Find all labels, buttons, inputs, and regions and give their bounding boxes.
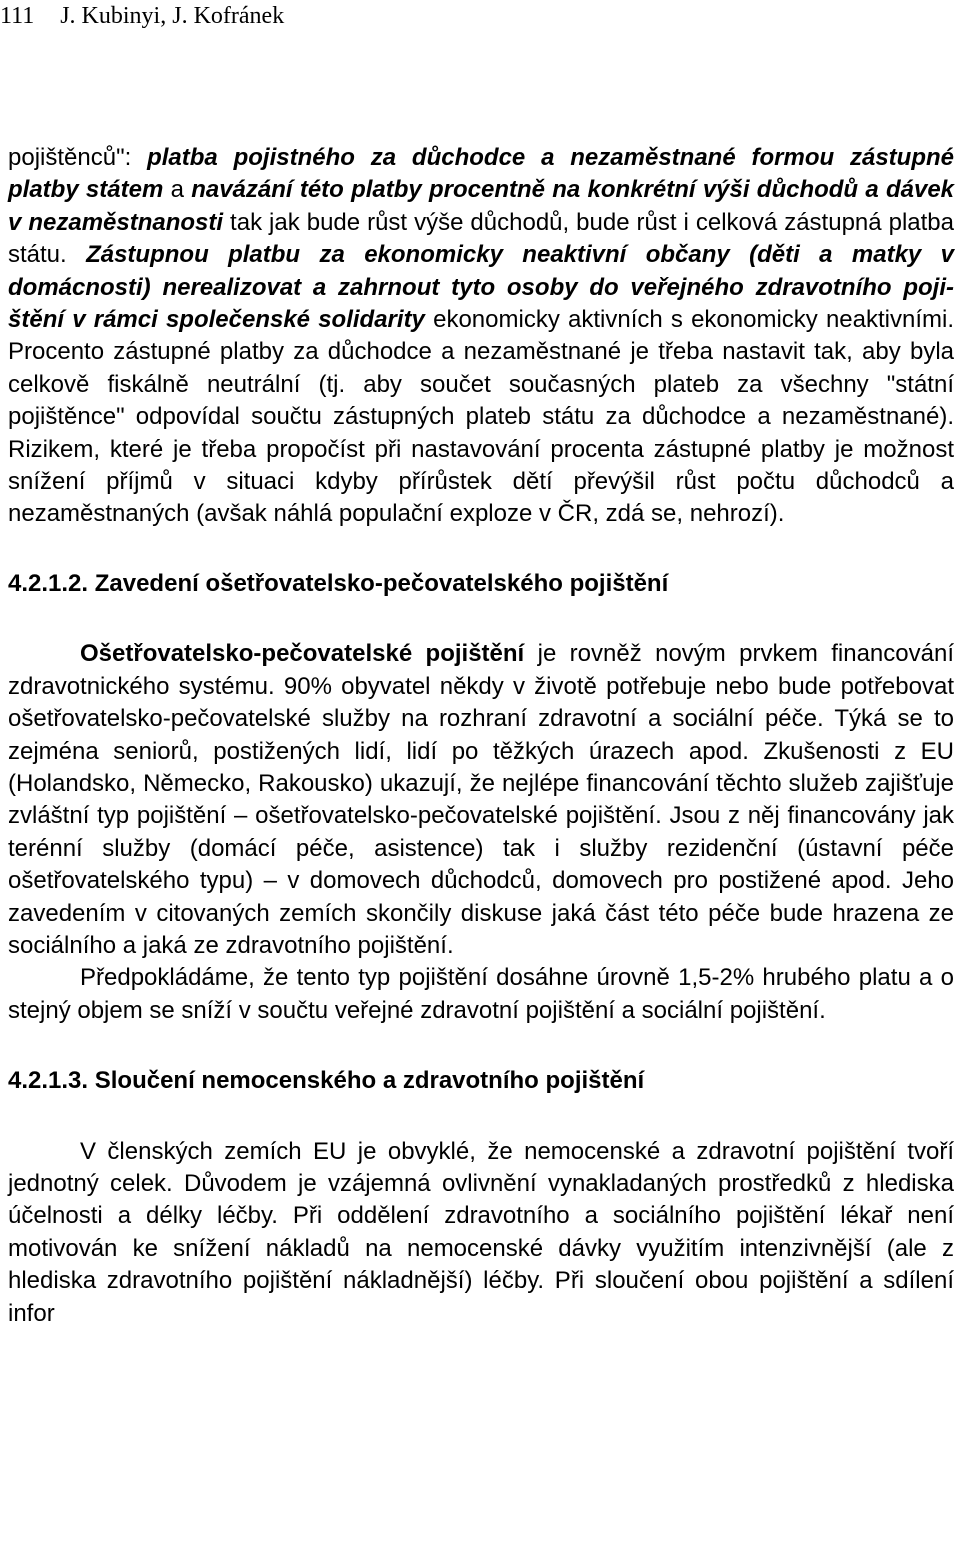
header-authors: J. Kubinyi, J. Kofránek <box>60 3 285 29</box>
running-header <box>0 2 284 30</box>
page-number: 111 <box>0 3 35 29</box>
paragraph-assumption: Předpokládáme, že tento typ pojištění dosáhne úrovně 1,5-2% hrubého platu a o stejný objem se sníží v součtu veřejné zdravotní pojištění a sociální pojištění. <box>8 964 954 1024</box>
emphasis-run: navázání této platby procentně na konkrétní výši důchodů a dávek v nezaměstnanosti <box>8 176 955 236</box>
document-body <box>8 142 954 1330</box>
text-run: a <box>163 176 192 204</box>
text-run: tak jak bude růst výše důchodů, bude růst i celková zástupná platba státu. <box>8 208 954 269</box>
section-heading-4-2-1-3: 4.2.1.3. Sloučení nemocenského a zdravotního pojištění <box>8 1067 645 1095</box>
text-run: ekonomicky aktivních s ekonomicky neaktivními. Procento zástupné platby za důchodce a nezaměstnané je třeba nastavit tak, aby byla celkově fiskálně neutrální (tj. aby součet současných plateb za všechny "státní pojištěnce" odpovídal součtu zástupných plateb státu za důchodce a nezaměstnané). Rizikem, které je třeba propočíst při nastavování procenta zástupné platby je možnost snížení příjmů v situaci kdyby přírůstek dětí převýšil růst počtu důchodců a nezaměstnaných (avšak náhlá populační exploze v ČR, zdá se, nehrozí). <box>8 306 955 528</box>
bold-run: Ošetřovatelsko-pečovatelské pojištění <box>80 640 525 668</box>
paragraph-pension-payments <box>8 142 954 531</box>
paragraph-care-insurance <box>8 638 954 962</box>
text-run: je rovněž novým prvkem financování zdravotnického systému. 90% obyvatel někdy v životě potřebuje nebo bude potřebovat ošetřovatelsko-pečovatelské služby na rozhraní zdravotní a sociální péče. Týká se to zejména seniorů, postižených lidí, lidí po těžkých úrazech apod. Zkušenosti z EU (Holandsko, Německo, Rakousko) ukazují, že nejlépe financování těchto služeb zajišťuje zvláštní typ pojištění – ošetřovatelsko-pečovatelské pojištění. Jsou z něj financovány jak terénní služby (domácí péče, asistence) tak i služby rezidenční (ústavní péče ošetřovatelského typu) – v domovech důchodců, domovech pro postižené apod. Jeho zavedením v citovaných zemích skončily diskuse jaká část této péče bude hrazena ze sociálního a jaká ze zdravotního pojištění. <box>8 640 954 959</box>
emphasis-run: platba pojistného za důchodce a nezaměstnané formou zástupné platby státem <box>8 144 954 204</box>
section-heading-4-2-1-2: 4.2.1.2. Zavedení ošetřovatelsko-pečovatelského pojištění <box>8 569 669 597</box>
text-run: pojištěnců": <box>8 144 148 171</box>
emphasis-run: Zástupnou platbu za ekonomicky neaktivní občany (děti a matky v domácnosti) nerealizovat a zahrnout tyto osoby do veřejného zdravotního pojištění v rámci společenské solidarity <box>8 241 954 334</box>
paragraph-merger: V členských zemích EU je obvyklé, že nemocenské a zdravotní pojištění tvoří jednotný celek. Důvodem je vzájemná ovlivnění vynakladaných prostředků z hlediska účelnosti a délky léčby. Při oddělení zdravotního a sociálního pojištění lékař není motivován ke snížení nákladů na nemocenské dávky využitím intenzivnější (ale z hlediska zdravotního pojištění nákladnější) léčby. Při sloučení obou pojištění a sdílení infor <box>8 1137 954 1327</box>
